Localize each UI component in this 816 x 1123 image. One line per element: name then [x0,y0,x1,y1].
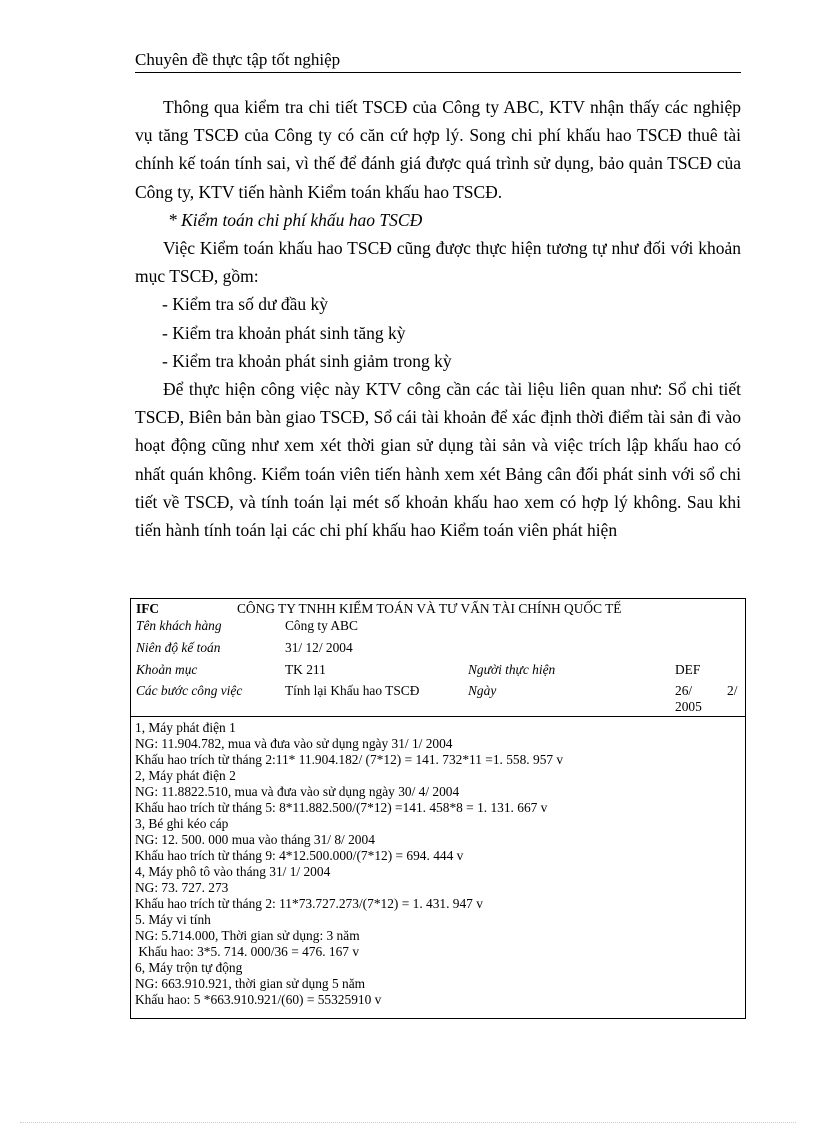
detail-line: 1, Máy phát điện 1 [135,720,236,735]
date-label: Ngày [468,683,497,698]
paragraph-2: Việc Kiểm toán khấu hao TSCĐ cũng được thực hiện tương tự như đối với khoản mục TSCĐ, gồm: [135,238,741,287]
bullet-item: - Kiểm tra số dư đầu kỳ [162,294,328,315]
detail-line: Khấu hao: 3*5. 714. 000/36 = 476. 167 v [135,944,360,959]
client-label: Tên khách hàng [136,618,222,633]
detail-line: 2, Máy phát điện 2 [135,768,236,783]
detail-line: Khấu hao trích từ tháng 2:11* 11.904.182/ (7*12) = 141. 732*11 =1. 558. 957 v [135,752,564,767]
steps-label: Các bước công việc [136,683,243,698]
body-text [135,93,741,544]
period-value: 31/ 12/ 2004 [285,640,353,655]
client-value: Công ty ABC [285,618,358,633]
paragraph-3: Để thực hiện công việc này KTV công cần các tài liệu liên quan như: Sổ chi tiết TSCĐ, Biên bản bàn giao TSCĐ, Sổ cái tài khoản để xác định thời điểm tài sản đi vào hoạt động cũng như xem xét thời gian sử dụng tài sản và việc trích lập khấu hao có nhất quán không. Kiểm toán viên tiến hành xem xét Bảng cân đối phát sinh với sổ chi tiết về TSCĐ, và tính toán lại mét số khoản khấu hao xem có hợp lý không. Sau khi tiến hành tính toán lại các chi phí khấu hao Kiểm toán viên phát hiện [135,379,741,541]
detail-line: NG: 11.8822.510, mua và đưa vào sử dụng ngày 30/ 4/ 2004 [135,784,460,799]
audit-working-paper [130,598,746,1019]
firm-code: IFC [136,601,160,616]
performer-label: Người thực hiện [468,662,556,677]
account-label: Khoản mục [136,662,198,677]
detail-line: NG: 663.910.921, thời gian sử dụng 5 năm [135,976,366,991]
detail-line: 4, Máy phô tô vào tháng 31/ 1/ 2004 [135,864,331,879]
detail-line: NG: 11.904.782, mua và đưa vào sử dụng ngày 31/ 1/ 2004 [135,736,453,751]
header-divider [135,72,741,73]
detail-line: Khấu hao trích từ tháng 9: 4*12.500.000/(7*12) = 694. 444 v [135,848,464,863]
detail-line: NG: 73. 727. 273 [135,880,229,895]
performer-value: DEF [675,662,701,677]
bullet-item: - Kiểm tra khoản phát sinh tăng kỳ [162,322,406,343]
depreciation-details [131,717,745,1008]
detail-line: NG: 5.714.000, Thời gian sử dụng: 3 năm [135,928,360,943]
detail-line: 5. Máy vi tính [135,912,211,927]
bullet-item: - Kiểm tra khoản phát sinh giảm trong kỳ [162,350,452,371]
date-month: 2/ [727,683,738,698]
section-subheading: * Kiểm toán chi phí khấu hao TSCĐ [168,209,423,230]
date-year: 2005 [675,699,702,714]
detail-line: 3, Bé ghi kéo cáp [135,816,229,831]
detail-line: Khấu hao: 5 *663.910.921/(60) = 55325910 v [135,992,382,1007]
firm-name: CÔNG TY TNHH KIỂM TOÁN VÀ TƯ VẤN TÀI CHÍNH QUỐC TẾ [237,601,622,616]
paragraph-1: Thông qua kiểm tra chi tiết TSCĐ của Công ty ABC, KTV nhận thấy các nghiệp vụ tăng TSCĐ của Công ty có căn cứ hợp lý. Song chi phí khấu hao TSCĐ thuê tài chính kế toán tính sai, vì thế để đánh giá được quá trình sử dụng, bảo quản TSCĐ của Công ty, KTV tiến hành Kiểm toán khấu hao TSCĐ. [135,97,741,202]
working-paper-header [131,599,745,717]
detail-line: Khấu hao trích từ tháng 5: 8*11.882.500/(7*12) =141. 458*8 = 1. 131. 667 v [135,800,548,815]
detail-line: NG: 12. 500. 000 mua vào tháng 31/ 8/ 2004 [135,832,375,847]
detail-line: Khấu hao trích từ tháng 2: 11*73.727.273/(7*12) = 1. 431. 947 v [135,896,483,911]
period-label: Niên độ kế toán [136,640,221,655]
account-value: TK 211 [285,662,326,677]
steps-value: Tính lại Khấu hao TSCĐ [285,683,420,698]
date-day: 26/ [675,683,693,698]
detail-line: 6, Máy trộn tự động [135,960,243,975]
running-header-title: Chuyên đề thực tập tốt nghiệp [135,50,341,69]
